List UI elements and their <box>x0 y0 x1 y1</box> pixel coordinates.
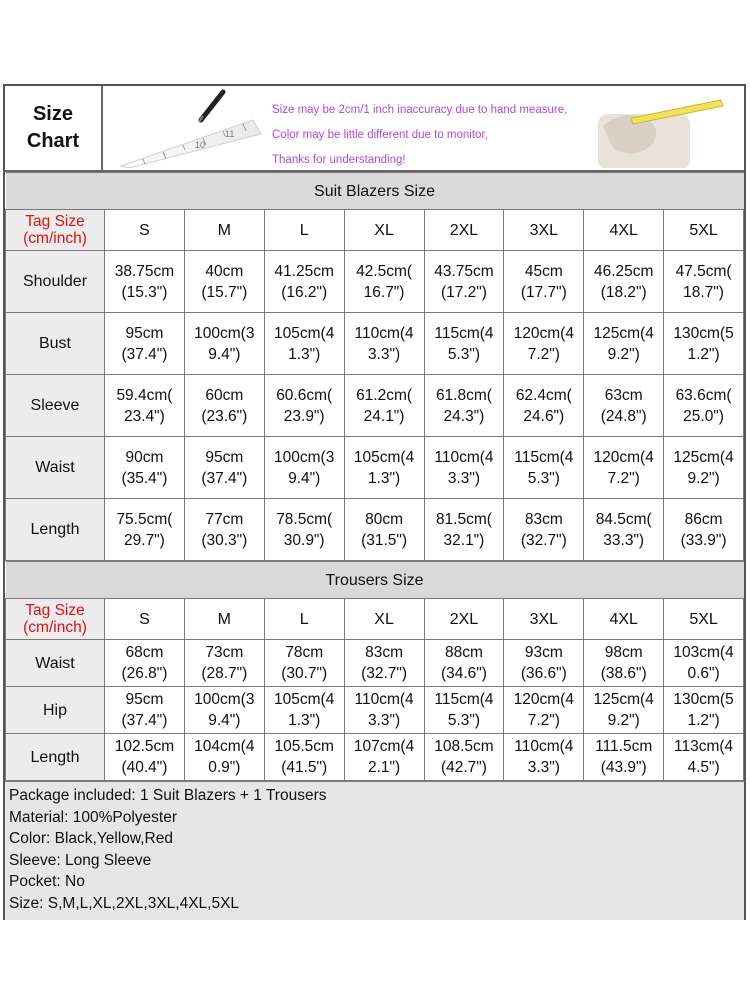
cell-line: (34.6") <box>440 665 487 682</box>
measurement-cell <box>424 640 504 687</box>
measurement-cell <box>584 251 664 313</box>
measurement-cell <box>584 375 664 437</box>
measurement-cell <box>664 437 744 499</box>
cell-line: 38.75cm <box>114 262 175 280</box>
cell-line: 1.2") <box>687 345 720 363</box>
measurement-label: Shoulder <box>6 251 105 313</box>
measurement-cell <box>664 640 744 687</box>
cell-line: 77cm <box>205 510 244 528</box>
size-header-row <box>6 599 744 640</box>
cell-line: 7.2") <box>607 469 640 487</box>
cell-line: 115cm(4 <box>434 691 494 708</box>
cell-line: 4.5") <box>687 759 720 776</box>
cell-line: (37.4") <box>121 712 168 729</box>
measurement-row <box>6 640 744 687</box>
measurement-cell <box>424 251 504 313</box>
cell-line: 1.3") <box>288 345 321 363</box>
cell-line: 24.1") <box>363 407 405 425</box>
cell-line: 110cm(4 <box>354 691 414 708</box>
title-line-2: Chart <box>26 130 80 152</box>
cell-line: (32.7") <box>361 665 408 682</box>
measurement-cell <box>105 499 185 561</box>
cell-line: (26.8") <box>121 665 168 682</box>
measurement-cell <box>584 499 664 561</box>
cell-line: (40.4") <box>121 759 168 776</box>
measurement-cell <box>664 687 744 734</box>
measurement-label: Waist <box>6 437 105 499</box>
cell-line: 41.25cm <box>274 262 334 280</box>
cell-line: 95cm <box>205 448 244 466</box>
measurement-cell <box>664 251 744 313</box>
measurement-cell <box>424 499 504 561</box>
info-line: Material: 100%Polyester <box>9 808 177 826</box>
info-line: Size: S,M,L,XL,2XL,3XL,4XL,5XL <box>9 894 240 912</box>
measurement-cell <box>664 313 744 375</box>
measurement-cell <box>344 437 424 499</box>
disclaimer-notes <box>272 98 567 170</box>
cell-line: (41.5") <box>281 759 328 776</box>
cell-line: 78.5cm( <box>276 510 333 528</box>
cell-line: 9.2") <box>607 712 640 729</box>
cell-line: (43.9") <box>600 759 647 776</box>
measurement-row <box>6 687 744 734</box>
measurement-label: Hip <box>6 687 105 734</box>
cell-line: (15.7") <box>201 283 248 301</box>
cell-line: 111.5cm <box>595 738 653 755</box>
cell-line: 83cm <box>365 644 404 661</box>
measurement-cell <box>344 640 424 687</box>
cell-line: 62.4cm( <box>515 386 572 404</box>
size-column-header: S <box>105 210 185 251</box>
cell-line: (36.6") <box>520 665 567 682</box>
svg-text:11: 11 <box>225 129 235 139</box>
measurement-cell <box>504 375 584 437</box>
measurement-cell <box>105 251 185 313</box>
measurement-cell <box>424 375 504 437</box>
note-line: Size may be 2cm/1 inch inaccuracy due to hand measure, <box>272 104 568 116</box>
measurement-cell <box>344 734 424 781</box>
measurement-cell <box>344 313 424 375</box>
measurement-cell <box>344 499 424 561</box>
measurement-cell <box>264 375 344 437</box>
cell-line: (31.5") <box>361 531 408 549</box>
cell-line: 3.3") <box>527 759 560 776</box>
note-line: Thanks for understanding! <box>272 154 406 166</box>
size-column-header: 3XL <box>504 210 584 251</box>
cell-line: 7.2") <box>527 345 560 363</box>
cell-line: 88cm <box>444 644 483 661</box>
cell-line: 61.2cm( <box>356 386 413 404</box>
measurement-row <box>6 313 744 375</box>
cell-line: 100cm(3 <box>274 448 335 466</box>
cell-line: 105cm(4 <box>274 691 335 708</box>
measurement-cell <box>184 313 264 375</box>
cell-line: 16.7") <box>363 283 405 301</box>
size-column-header: L <box>264 599 344 640</box>
cell-line: 81.5cm( <box>435 510 492 528</box>
info-line: Sleeve: Long Sleeve <box>9 851 152 869</box>
cell-line: 125cm(4 <box>673 448 734 466</box>
measurement-cell <box>584 734 664 781</box>
measurement-cell <box>184 640 264 687</box>
section-title: Suit Blazers Size <box>6 173 744 210</box>
cell-line: 5.3") <box>447 712 481 729</box>
measurement-cell <box>105 313 185 375</box>
size-column-header: 5XL <box>664 599 744 640</box>
cell-line: (38.6") <box>600 665 647 682</box>
measurement-cell <box>584 687 664 734</box>
cell-line: 3.3") <box>447 469 481 487</box>
svg-text:10: 10 <box>195 140 206 150</box>
size-column-header: M <box>184 599 264 640</box>
cell-line: (32.7") <box>520 531 567 549</box>
tag-size-label: Tag Size (cm/inch) <box>6 210 105 251</box>
cell-line: 120cm(4 <box>593 448 654 466</box>
measurement-cell <box>184 499 264 561</box>
cell-line: 40cm <box>205 262 244 280</box>
cell-line: 103cm(4 <box>673 644 734 661</box>
cell-line: 113cm(4 <box>673 738 734 755</box>
trousers-size-table <box>5 561 744 781</box>
size-column-header: XL <box>344 210 424 251</box>
cell-line: 61.8cm( <box>435 386 492 404</box>
cell-line: 3.3") <box>367 712 401 729</box>
measurement-cell <box>584 437 664 499</box>
measurement-cell <box>105 640 185 687</box>
info-line: Color: Black,Yellow,Red <box>9 830 173 847</box>
cell-line: 24.3") <box>443 407 485 425</box>
cell-line: 1.3") <box>288 712 321 729</box>
measurement-cell <box>504 437 584 499</box>
cell-line: 115cm(4 <box>434 324 494 342</box>
measurement-cell <box>184 734 264 781</box>
measurement-cell <box>105 437 185 499</box>
size-column-header: 4XL <box>584 599 664 640</box>
cell-line: 100cm(3 <box>194 691 255 708</box>
cell-line: 63cm <box>604 386 643 404</box>
measurement-cell <box>184 375 264 437</box>
cell-line: 1.2") <box>687 712 720 729</box>
cell-line: (24.8") <box>600 407 647 425</box>
measurement-cell <box>105 375 185 437</box>
info-line: Package included: 1 Suit Blazers + 1 Trousers <box>9 787 327 804</box>
measurement-row <box>6 251 744 313</box>
cell-line: (33.9") <box>680 531 727 549</box>
size-column-header: L <box>264 210 344 251</box>
measurement-label: Bust <box>6 313 105 375</box>
cell-line: 60.6cm( <box>276 386 333 404</box>
measurement-cell <box>344 251 424 313</box>
cell-line: 43.75cm <box>434 262 494 280</box>
cell-line: (28.7") <box>201 665 248 682</box>
cell-line: 120cm(4 <box>513 324 574 342</box>
size-column-header: 4XL <box>584 210 664 251</box>
cell-line: 73cm <box>205 644 244 661</box>
cell-line: 107cm(4 <box>353 738 415 755</box>
measurement-cell <box>264 313 344 375</box>
cell-line: (15.3") <box>121 283 168 301</box>
blazers-size-table <box>5 172 744 561</box>
cell-line: 0.6") <box>687 665 720 682</box>
note-line: Color may be little different due to monitor, <box>272 129 488 141</box>
cell-line: 83cm <box>524 510 563 528</box>
cell-line: 32.1") <box>443 531 485 549</box>
cell-line: 115cm(4 <box>514 448 574 466</box>
section-header-row <box>6 173 744 210</box>
cell-line: 120cm(4 <box>513 691 574 708</box>
measurement-cell <box>424 734 504 781</box>
cell-line: 63.6cm( <box>675 386 732 404</box>
cell-line: (30.3") <box>201 531 248 549</box>
measurement-cell <box>184 437 264 499</box>
cell-line: 130cm(5 <box>673 324 734 342</box>
cell-line: 105cm(4 <box>353 448 415 466</box>
cell-line: 86cm <box>684 510 723 528</box>
cell-line: 30.9") <box>283 531 325 549</box>
cell-line: 24.6") <box>523 407 565 425</box>
measurement-cell <box>264 437 344 499</box>
measurement-cell <box>424 437 504 499</box>
measurement-cell <box>504 313 584 375</box>
title-line-1: Size <box>32 103 73 125</box>
cell-line: 23.4") <box>124 407 165 425</box>
cell-line: 95cm <box>125 324 164 342</box>
cell-line: 5.3") <box>447 345 481 363</box>
cell-line: (18.2") <box>600 283 647 301</box>
cell-line: 9.4") <box>208 712 241 729</box>
cell-line: 5.3") <box>527 469 560 487</box>
measurement-label: Length <box>6 499 105 561</box>
cell-line: 3.3") <box>367 345 401 363</box>
size-chart <box>3 84 746 781</box>
cell-line: (17.7") <box>520 283 567 301</box>
cell-line: 33.3") <box>603 531 645 549</box>
cell-line: 110cm(4 <box>354 324 414 342</box>
cell-line: 80cm <box>365 510 404 528</box>
cell-line: 98cm <box>604 644 643 661</box>
cell-line: 9.4") <box>288 469 321 487</box>
size-column-header: 5XL <box>664 210 744 251</box>
cell-line: 105cm(4 <box>274 324 335 342</box>
cell-line: 9.2") <box>687 469 720 487</box>
measurement-cell <box>504 734 584 781</box>
measurement-label: Sleeve <box>6 375 105 437</box>
cell-line: (17.2") <box>440 283 487 301</box>
cell-line: 1.3") <box>367 469 401 487</box>
measurement-cell <box>504 251 584 313</box>
cell-line: 9.4") <box>208 345 241 363</box>
measurement-cell <box>664 734 744 781</box>
measurement-cell <box>424 687 504 734</box>
cell-line: 104cm(4 <box>194 738 255 755</box>
cell-line: 102.5cm <box>114 738 175 755</box>
cell-line: 105.5cm <box>274 738 334 755</box>
cell-line: (30.7") <box>281 665 328 682</box>
size-column-header: M <box>184 210 264 251</box>
cell-line: (35.4") <box>121 469 168 487</box>
info-line: Pocket: No <box>9 873 85 890</box>
cell-line: (16.2") <box>281 283 328 301</box>
cell-line: 125cm(4 <box>593 691 654 708</box>
cell-line: 100cm(3 <box>194 324 255 342</box>
section-header-row <box>6 562 744 599</box>
measurement-cell <box>264 251 344 313</box>
measurement-row <box>6 734 744 781</box>
cell-line: 46.25cm <box>593 262 654 280</box>
measurement-row <box>6 437 744 499</box>
cell-line: (23.6") <box>201 407 248 425</box>
cell-line: 110cm(4 <box>514 738 574 755</box>
size-column-header: 2XL <box>424 210 504 251</box>
cell-line: 78cm <box>285 644 324 661</box>
cell-line: 60cm <box>205 386 244 404</box>
cell-line: 18.7") <box>683 283 724 301</box>
measurement-cell <box>264 640 344 687</box>
cell-line: 75.5cm( <box>116 510 173 528</box>
cell-line: 0.9") <box>208 759 241 776</box>
size-column-header: XL <box>344 599 424 640</box>
measurement-cell <box>504 640 584 687</box>
measurement-cell <box>424 313 504 375</box>
measurement-cell <box>584 313 664 375</box>
cell-line: 90cm <box>125 448 164 466</box>
cell-line: 110cm(4 <box>434 448 494 466</box>
cell-line: 95cm <box>125 691 164 708</box>
measurement-cell <box>344 687 424 734</box>
cell-line: 7.2") <box>527 712 560 729</box>
measurement-label: Waist <box>6 640 105 687</box>
measurement-cell <box>184 687 264 734</box>
cell-line: (37.4") <box>201 469 248 487</box>
measurement-cell <box>184 251 264 313</box>
cell-line: 93cm <box>524 644 563 661</box>
cell-line: 125cm(4 <box>593 324 654 342</box>
size-column-header: 3XL <box>504 599 584 640</box>
product-info <box>3 781 746 920</box>
cell-line: 45cm <box>524 262 563 280</box>
cell-line: 42.5cm( <box>356 262 413 280</box>
cell-line: 29.7") <box>124 531 165 549</box>
measurement-cell <box>344 375 424 437</box>
size-column-header: S <box>105 599 185 640</box>
cell-line: 59.4cm( <box>116 386 173 404</box>
cell-line: 68cm <box>125 644 164 661</box>
header-illustration <box>103 86 744 170</box>
cell-line: 130cm(5 <box>673 691 734 708</box>
chart-header <box>5 86 744 172</box>
size-chart-title <box>5 86 103 170</box>
measurement-cell <box>664 499 744 561</box>
measurement-cell <box>504 687 584 734</box>
measurement-cell <box>264 687 344 734</box>
measurement-cell <box>264 499 344 561</box>
measurement-row <box>6 499 744 561</box>
size-header-row <box>6 210 744 251</box>
section-title: Trousers Size <box>6 562 744 599</box>
measurement-cell <box>584 640 664 687</box>
cell-line: 23.9") <box>283 407 325 425</box>
tag-size-label: Tag Size (cm/inch) <box>6 599 105 640</box>
measurement-cell <box>264 734 344 781</box>
cell-line: (42.7") <box>440 759 487 776</box>
cell-line: (37.4") <box>121 345 168 363</box>
cell-line: 84.5cm( <box>595 510 652 528</box>
cell-line: 2.1") <box>367 759 401 776</box>
measurement-cell <box>664 375 744 437</box>
measurement-row <box>6 375 744 437</box>
cell-line: 25.0") <box>683 407 724 425</box>
measurement-label: Length <box>6 734 105 781</box>
cell-line: 47.5cm( <box>675 262 732 280</box>
size-column-header: 2XL <box>424 599 504 640</box>
measurement-cell <box>504 499 584 561</box>
cell-line: 9.2") <box>607 345 640 363</box>
measurement-cell <box>105 687 185 734</box>
cell-line: 108.5cm <box>434 738 494 755</box>
measurement-cell <box>105 734 185 781</box>
